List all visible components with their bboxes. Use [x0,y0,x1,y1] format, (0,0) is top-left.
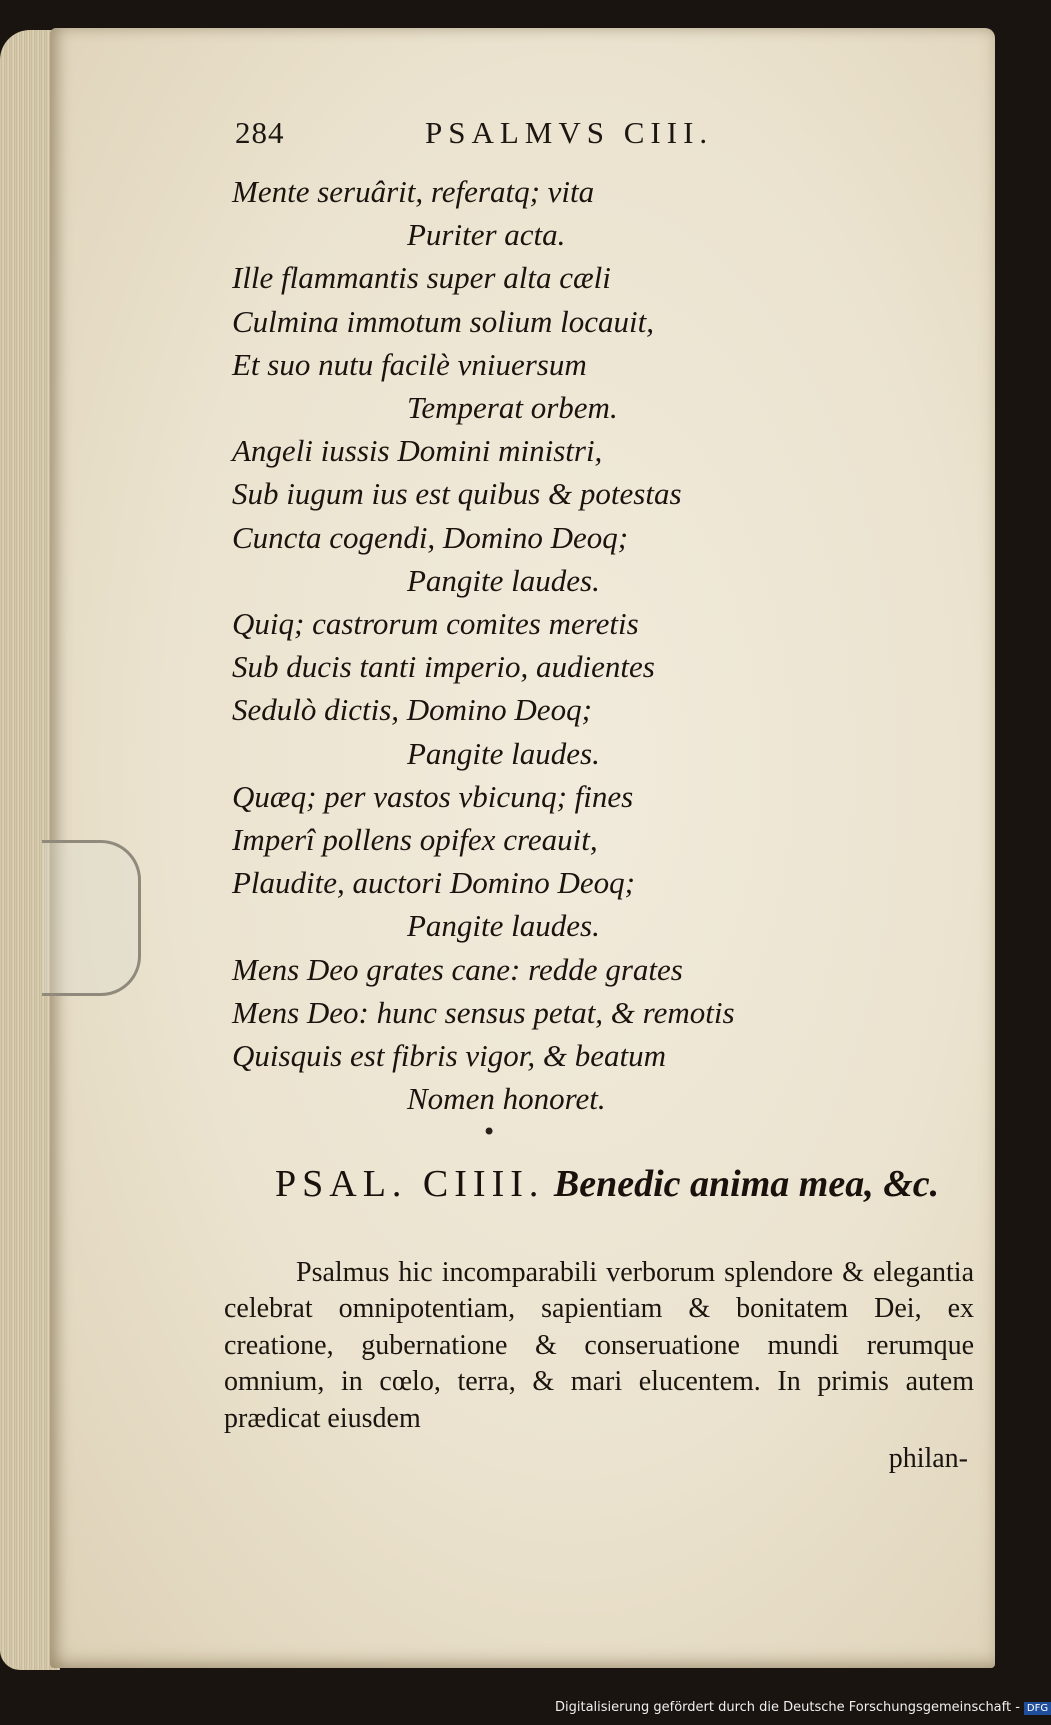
dfg-logo: DFG [1024,1702,1051,1715]
poem-line: Sub iugum ius est quibus & potestas [232,476,682,512]
psalm-incipit: Benedic anima mea, &c. [553,1163,940,1205]
poem-line: Sub ducis tanti imperio, audientes [232,649,655,685]
credit-text: Digitalisierung gefördert durch die Deutsche Forschungsgemeinschaft - [555,1700,1020,1715]
page-number: 284 [235,115,285,150]
ornament-dot: • [482,1118,497,1146]
commentary [224,1255,974,1477]
poem-line: Temperat orbem. [407,390,618,426]
poem-line: Plaudite, auctori Domino Deoq; [232,865,635,901]
poem-line: Culmina immotum solium locauit, [232,303,654,339]
page-clip [42,840,141,996]
catchword: philan- [888,1443,968,1475]
poem-line: Mens Deo: hunc sensus petat, & remotis [232,994,735,1030]
poem-line: Pangite laudes. [407,735,600,771]
psalm-label: PSAL. CIIII. [275,1163,545,1205]
poem-line: Cuncta cogendi, Domino Deoq; [232,519,629,555]
poem-line: Mente seruârit, referatq; vita [232,174,595,209]
section-heading [275,1162,939,1206]
poem-line: Ille flammantis super alta cæli [232,260,611,296]
commentary-paragraph: Psalmus hic incomparabili verborum splendore & elegantia celebrat omnipotentiam, sapientiam & bonitatem Dei, ex creatione, gubernatione & conseruatione mundi rerumque omnium, in cœlo, terra, & mari elucentem. In primis autem prædicat eiusdem [224,1257,974,1434]
poem-line: Puriter acta. [407,217,566,253]
poem-line: Imperî pollens opifex creauit, [232,822,598,858]
poem-line: Quæq; per vastos vbicunq; fines [232,778,634,814]
poem-line: Quiq; castrorum comites meretis [232,606,639,642]
poem-line: Nomen honoret. [407,1081,606,1117]
poem-line: Pangite laudes. [407,562,600,598]
poem-line: Angeli iussis Domini ministri, [232,433,603,469]
poem-line: Sedulò dictis, Domino Deoq; [232,692,592,728]
poem-line: Pangite laudes. [407,908,600,944]
poem-block [232,170,872,1120]
digitization-credit [555,1700,1051,1715]
poem-line: Et suo nutu facilè vniuersum [232,346,587,382]
poem-line: Quisquis est fibris vigor, & beatum [232,1038,667,1074]
poem-line: Mens Deo grates cane: redde grates [232,951,683,987]
running-title: PSALMVS CIII. [425,115,714,150]
